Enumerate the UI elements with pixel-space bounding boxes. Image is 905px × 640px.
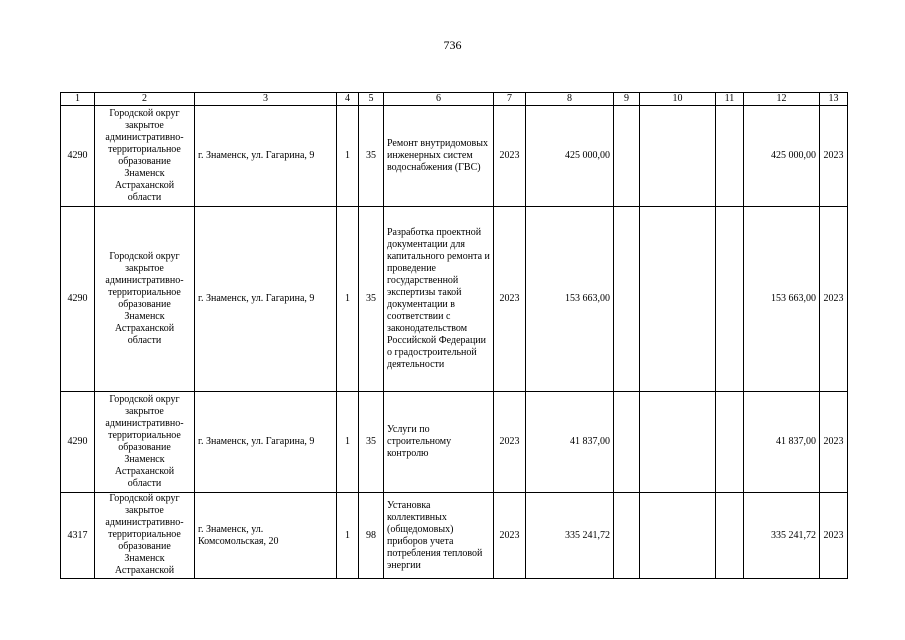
- column-12-cell: 41 837,00: [744, 392, 820, 493]
- column-10-cell: [640, 392, 716, 493]
- data-table: [60, 92, 848, 579]
- header-row: [61, 93, 848, 106]
- municipality-cell: Городской округ закрытое административно-территориальное образование Знаменск Астраханской области: [95, 392, 195, 493]
- object-code-cell: 4290: [61, 392, 95, 493]
- address-cell: г. Знаменск, ул. Комсомольская, 20: [195, 493, 337, 580]
- table-container: [60, 92, 848, 579]
- column-12-cell: 153 663,00: [744, 207, 820, 392]
- total-cost-cell: 41 837,00: [526, 392, 614, 493]
- year-cell: 2023: [494, 207, 526, 392]
- column-10-cell: [640, 106, 716, 207]
- total-cost-cell: 153 663,00: [526, 207, 614, 392]
- total-cost-cell: 335 241,72: [526, 493, 614, 580]
- address-cell: г. Знаменск, ул. Гагарина, 9: [195, 207, 337, 392]
- column-header: 8: [526, 93, 614, 106]
- column-13-cell: 2023: [820, 106, 848, 207]
- year-cell: 2023: [494, 493, 526, 580]
- table-row: [61, 493, 848, 580]
- column-header: 3: [195, 93, 337, 106]
- column-4-cell: 1: [337, 392, 359, 493]
- column-header: 5: [359, 93, 384, 106]
- column-4-cell: 1: [337, 493, 359, 580]
- column-13-cell: 2023: [820, 392, 848, 493]
- column-header: 12: [744, 93, 820, 106]
- column-5-cell: 35: [359, 207, 384, 392]
- municipality-cell: Городской округ закрытое административно-территориальное образование Знаменск Астраханской области: [95, 106, 195, 207]
- column-9-cell: [614, 207, 640, 392]
- column-10-cell: [640, 493, 716, 580]
- column-13-cell: 2023: [820, 493, 848, 580]
- work-type-cell: Разработка проектной документации для капитального ремонта и проведение государственной экспертизы такой документации в соответствии с законодательством Российской Федерации о градостроительной деятельности: [384, 207, 494, 392]
- column-5-cell: 35: [359, 106, 384, 207]
- column-header: 9: [614, 93, 640, 106]
- address-cell: г. Знаменск, ул. Гагарина, 9: [195, 106, 337, 207]
- page-number: 736: [443, 38, 462, 52]
- table-row: [61, 207, 848, 392]
- column-12-cell: 425 000,00: [744, 106, 820, 207]
- municipality-cell: Городской округ закрытое административно-территориальное образование Знаменск Астраханской области: [95, 207, 195, 392]
- column-header: 4: [337, 93, 359, 106]
- column-13-cell: 2023: [820, 207, 848, 392]
- column-12-cell: 335 241,72: [744, 493, 820, 580]
- column-5-cell: 98: [359, 493, 384, 580]
- total-cost-cell: 425 000,00: [526, 106, 614, 207]
- object-code-cell: 4290: [61, 106, 95, 207]
- column-9-cell: [614, 106, 640, 207]
- work-type-cell: Услуги по строительному контролю: [384, 392, 494, 493]
- column-9-cell: [614, 493, 640, 580]
- municipality-cell: Городской округ закрытое административно-территориальное образование Знаменск Астраханской: [95, 493, 195, 580]
- year-cell: 2023: [494, 106, 526, 207]
- column-header: 7: [494, 93, 526, 106]
- address-cell: г. Знаменск, ул. Гагарина, 9: [195, 392, 337, 493]
- column-10-cell: [640, 207, 716, 392]
- column-5-cell: 35: [359, 392, 384, 493]
- object-code-cell: 4317: [61, 493, 95, 580]
- column-11-cell: [716, 493, 744, 580]
- column-header: 10: [640, 93, 716, 106]
- object-code-cell: 4290: [61, 207, 95, 392]
- column-9-cell: [614, 392, 640, 493]
- work-type-cell: Ремонт внутридомовых инженерных систем водоснабжения (ГВС): [384, 106, 494, 207]
- table-row: [61, 106, 848, 207]
- year-cell: 2023: [494, 392, 526, 493]
- column-header: 2: [95, 93, 195, 106]
- column-header: 11: [716, 93, 744, 106]
- column-header: 13: [820, 93, 848, 106]
- column-4-cell: 1: [337, 207, 359, 392]
- work-type-cell: Установка коллективных (общедомовых) приборов учета потребления тепловой энергии: [384, 493, 494, 580]
- table-row: [61, 392, 848, 493]
- column-11-cell: [716, 207, 744, 392]
- column-4-cell: 1: [337, 106, 359, 207]
- column-11-cell: [716, 392, 744, 493]
- column-header: 6: [384, 93, 494, 106]
- column-header: 1: [61, 93, 95, 106]
- column-11-cell: [716, 106, 744, 207]
